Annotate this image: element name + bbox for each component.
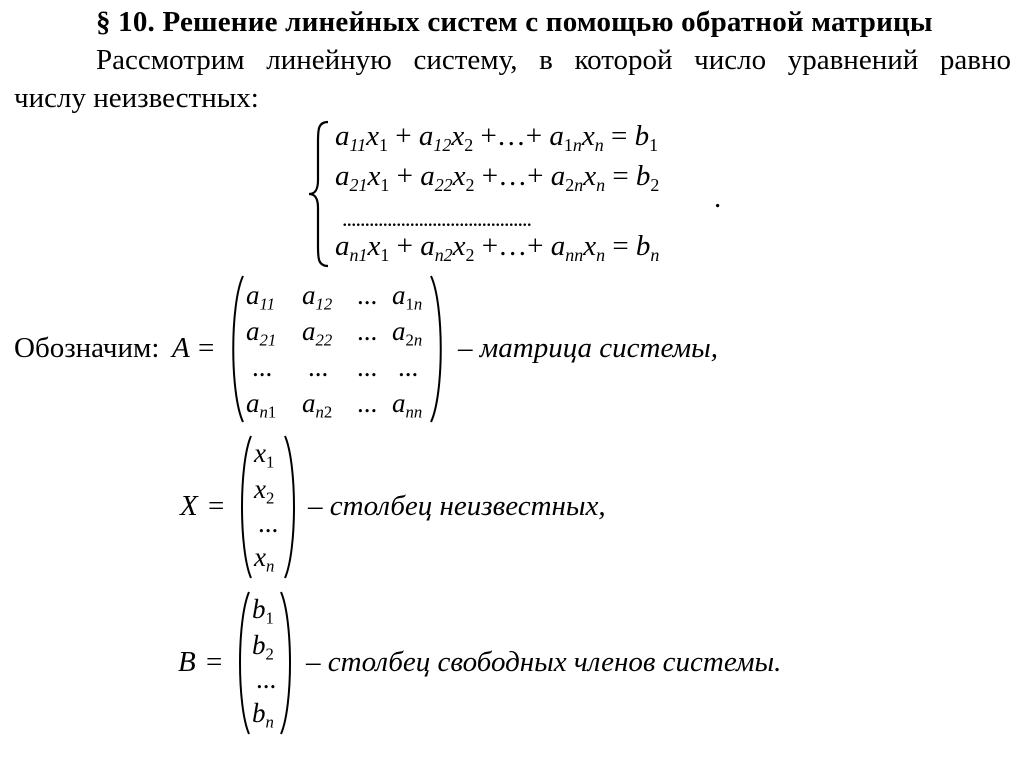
matrix-a-cell: $a_{11}$ [246,280,275,314]
vector-x-right-paren [282,434,300,580]
vector-b-cell: $b_1$ [252,594,274,628]
matrix-a-cell: $a_{22}$ [302,316,333,350]
matrix-a-left-paren [226,274,246,424]
system-brace [306,120,334,268]
matrix-a-right-paren [428,274,448,424]
vector-x-left-paren [236,434,254,580]
intro-text-line-2: числу неизвестных: [14,82,259,114]
vector-b-right-paren [278,590,296,736]
vector-b-equals: = [206,646,223,678]
vector-b-cell: $b_2$ [252,630,274,664]
matrix-a-cell: ... [308,352,329,382]
vector-x-symbol: X [180,490,198,522]
section-title: § 10. Решение линейных систем с помощью обратной матрицы [96,6,933,38]
matrix-a-cell: $a_{1n}$ [392,280,423,314]
equation-row-1: $a_{11}x_1 + a_{12}x_2$ +…+ $a_{1n}x_n = b_1$ [335,120,659,155]
matrix-a-cell: $a_{2n}$ [392,316,423,350]
vector-b-cell: $b_n$ [252,698,274,732]
vector-x-cell: $x_n$ [254,542,275,576]
matrix-a-cell: $a_{21}$ [246,316,277,350]
equation-row-n: $a_{n1}x_1 + a_{n2}x_2$ +…+ $a_{nn}x_n = b_n$ [335,230,660,265]
vector-b-symbol: B [178,646,196,678]
matrix-a-cell: $a_{n1}$ [246,388,277,422]
matrix-a-symbol: A [172,332,190,364]
equation-row-2: $a_{21}x_1 + a_{22}x_2$ +…+ $a_{2n}x_n = b_2$ [335,160,660,195]
matrix-a-cell: ... [357,280,378,310]
matrix-a-cell: ... [357,388,378,418]
matrix-a-cell: $a_{nn}$ [392,388,423,422]
matrix-a-cell: ... [252,352,273,382]
matrix-a-cell: $a_{n2}$ [302,388,333,422]
vector-b-description: – столбец свободных членов системы. [306,646,782,678]
matrix-a-cell: ... [398,352,419,382]
matrix-a-equals: = [198,332,215,364]
matrix-a-cell: ... [357,316,378,346]
intro-text-line-1: Рассмотрим линейную систему, в которой число уравнений равно [96,44,1011,76]
vector-x-equals: = [208,490,225,522]
matrix-a-cell: ... [357,352,378,382]
vector-x-description: – столбец неизвестных, [308,490,606,522]
vector-x-cell: ... [258,508,279,538]
vector-b-cell: ... [256,664,277,694]
denote-label: Обозначим: [14,332,160,364]
vector-x-cell: $x_1$ [254,438,275,472]
equation-dots-row: .......................................... [342,206,531,231]
system-period: . [714,182,722,214]
matrix-a-description: – матрица системы, [458,332,719,364]
matrix-a-cell: $a_{12}$ [302,280,333,314]
vector-x-cell: $x_2$ [254,474,275,508]
vector-b-left-paren [234,590,252,736]
